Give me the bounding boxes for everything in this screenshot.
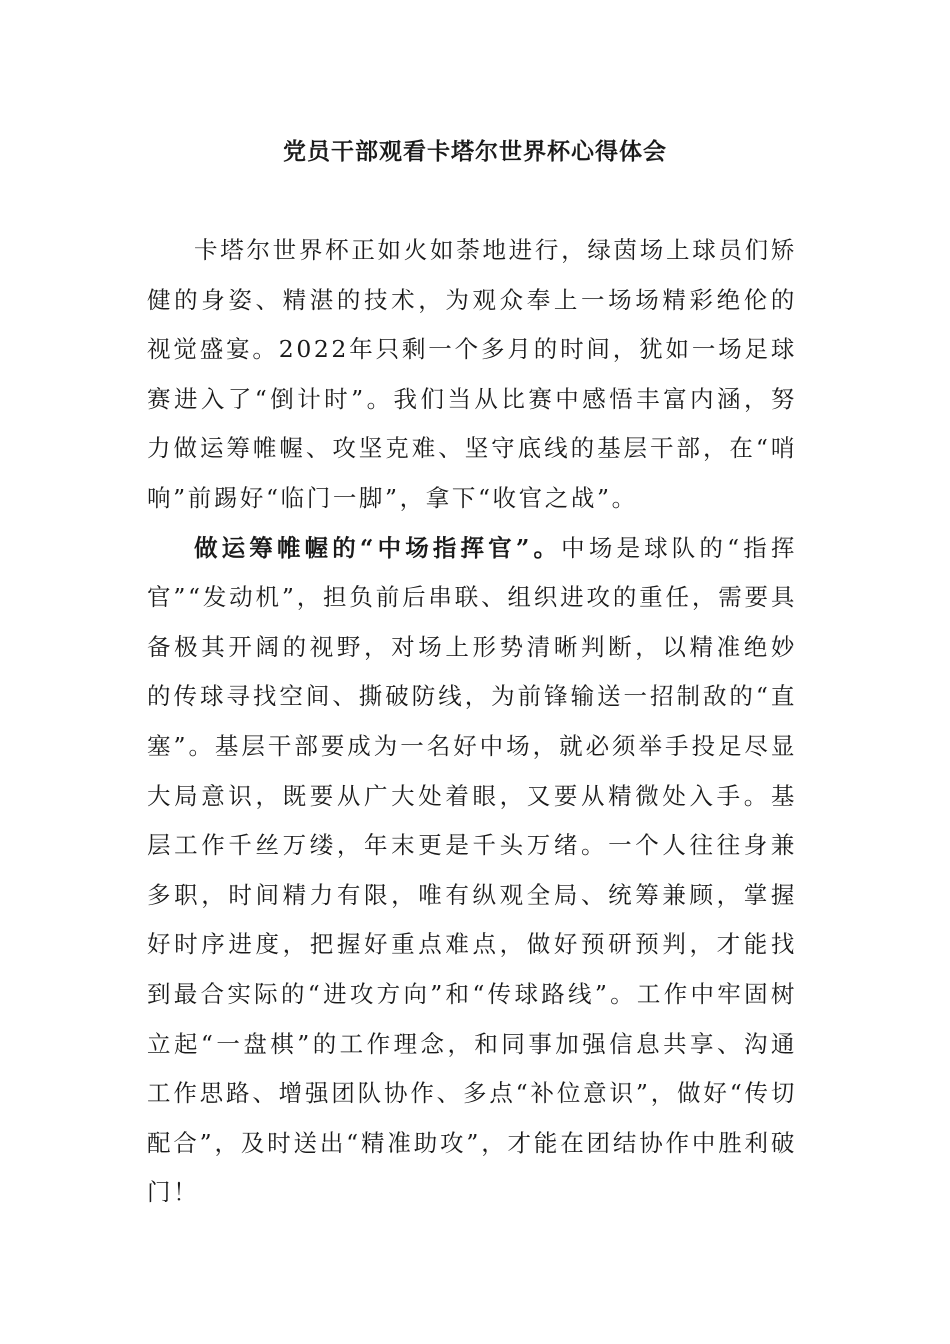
paragraph-text: 中场是球队的“指挥官”“发动机”，担负前后串联、组织进攻的重任，需要具备极其开阔的视野，对场上形势清晰判断，以精准绝妙的传球寻找空间、撕破防线，为前锋输送一招制敌的“直塞”。基层干部要成为一名好中场，就必须举手投足尽显大局意识，既要从广大处着眼，又要从精微处入手。基层工作千丝万缕，年末更是千头万绪。一个人往往身兼多职，时间精力有限，唯有纵观全局、统筹兼顾，掌握好时序进度，把握好重点难点，做好预研预判，才能找到最合实际的“进攻方向”和“传球路线”。工作中牢固树立起“一盘棋”的工作理念，和同事加强信息共享、沟通工作思路、增强团队协作、多点“补位意识”，做好“传切配合”，及时送出“精准助攻”，才能在团结协作中胜利破门！ [147, 533, 798, 1207]
paragraph-intro [147, 226, 797, 524]
page-title: 党员干部观看卡塔尔世界杯心得体会 [283, 138, 667, 165]
paragraph-lead: 做运筹帷幄的“中场指挥官”。 [194, 533, 562, 562]
document-body [147, 226, 797, 1218]
paragraph-text: 卡塔尔世界杯正如火如荼地进行，绿茵场上球员们矫健的身姿、精湛的技术，为观众奉上一场场精彩绝伦的视觉盛宴。2022年只剩一个多月的时间，犹如一场足球赛进入了“倒计时”。我们当从比赛中感悟丰富内涵，努力做运筹帷幄、攻坚克难、坚守底线的基层干部，在“哨响”前踢好“临门一脚”，拿下“收官之战”。 [147, 236, 797, 512]
paragraph-midfield [147, 524, 797, 1218]
